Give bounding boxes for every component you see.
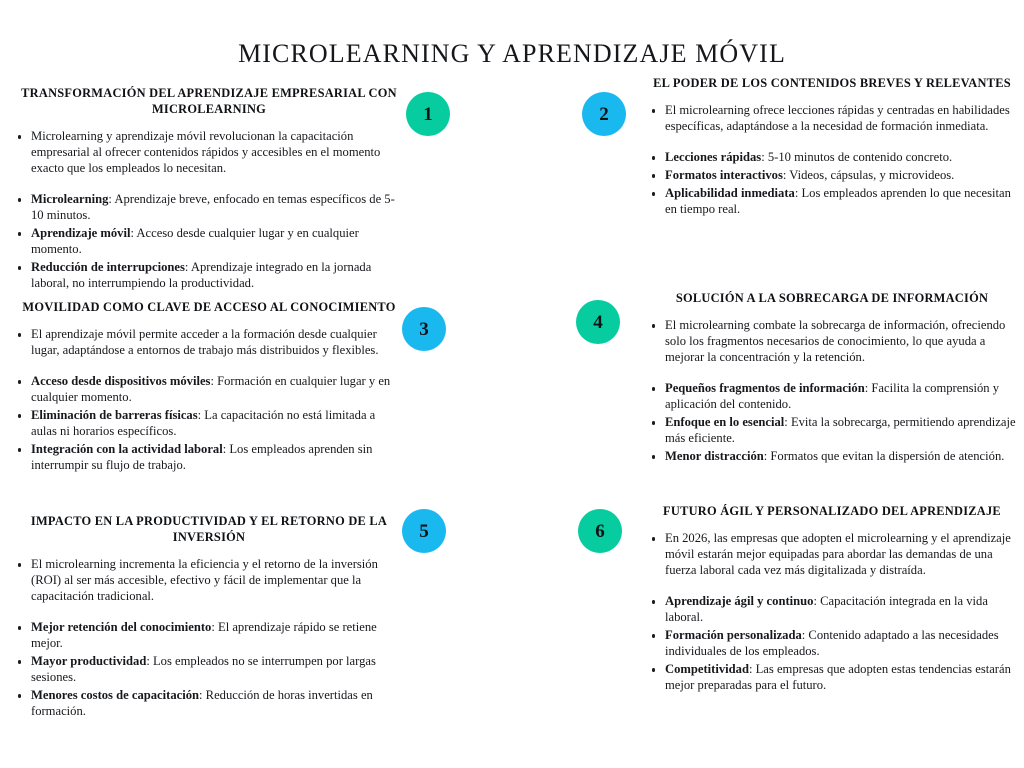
point-label: Enfoque en lo esencial bbox=[665, 414, 785, 429]
point-text: : Reducción de horas invertidas en formación. bbox=[31, 687, 373, 718]
point-text: : Los empleados aprenden lo que necesitan en tiempo real. bbox=[665, 185, 1011, 216]
point-text: : Los empleados no se interrumpen por largas sesiones. bbox=[31, 653, 376, 684]
section-1-points-list bbox=[14, 192, 404, 292]
list-item bbox=[648, 381, 1016, 413]
point-label: Menor distracción bbox=[665, 448, 764, 463]
list-item: El microlearning combate la sobrecarga de información, ofreciendo solo los fragmentos necesarios de conocimiento, lo que ayuda a mejorar la concentración y la retención. bbox=[648, 318, 1016, 366]
point-text: : Contenido adaptado a las necesidades individuales de los empleados. bbox=[665, 627, 999, 658]
section-2 bbox=[648, 76, 1016, 220]
point-text: : Los empleados aprenden sin interrumpir su flujo de trabajo. bbox=[31, 441, 373, 472]
section-4 bbox=[648, 291, 1016, 467]
point-text: : Aprendizaje breve, enfocado en temas específicos de 5-10 minutos. bbox=[31, 191, 395, 222]
section-5-intro-list bbox=[14, 557, 404, 605]
point-text: : Acceso desde cualquier lugar y en cualquier momento. bbox=[31, 225, 359, 256]
point-label: Menores costos de capacitación bbox=[31, 687, 200, 702]
point-label: Mayor productividad bbox=[31, 653, 147, 668]
section-6 bbox=[648, 504, 1016, 696]
list-item: El microlearning incrementa la eficiencia y el retorno de la inversión (ROI) al ser más accesible, efectivo y fácil de implementar que la capacitación tradicional. bbox=[14, 557, 404, 605]
section-4-points-list bbox=[648, 381, 1016, 465]
point-label: Eliminación de barreras físicas bbox=[31, 407, 198, 422]
list-item bbox=[648, 168, 1016, 184]
point-text: : Evita la sobrecarga, permitiendo aprendizaje más eficiente. bbox=[665, 414, 1016, 445]
point-text: : Aprendizaje integrado en la jornada laboral, no interrumpiendo la productividad. bbox=[31, 259, 372, 290]
point-text: : La capacitación no está limitada a aulas ni horarios específicos. bbox=[31, 407, 376, 438]
section-2-heading: EL PODER DE LOS CONTENIDOS BREVES Y RELEVANTES bbox=[653, 76, 1011, 90]
list-item bbox=[14, 226, 404, 258]
point-text: : Facilita la comprensión y aplicación del contenido. bbox=[665, 380, 1000, 411]
step-number-badge-4: 4 bbox=[576, 300, 620, 344]
section-3-heading: MOVILIDAD COMO CLAVE DE ACCESO AL CONOCIMIENTO bbox=[22, 300, 396, 314]
point-text: : 5-10 minutos de contenido concreto. bbox=[761, 149, 953, 164]
list-item bbox=[14, 260, 404, 292]
point-text: : Las empresas que adopten estas tendencias estarán mejor preparadas para el futuro. bbox=[665, 661, 1011, 692]
section-1-heading: TRANSFORMACIÓN DEL APRENDIZAJE EMPRESARIAL CON MICROLEARNING bbox=[21, 86, 397, 116]
list-item bbox=[648, 662, 1016, 694]
section-3-points-list bbox=[14, 374, 404, 474]
section-2-points-list bbox=[648, 150, 1016, 218]
list-item bbox=[648, 594, 1016, 626]
list-item bbox=[648, 150, 1016, 166]
list-item bbox=[648, 628, 1016, 660]
point-text: : Formatos que evitan la dispersión de atención. bbox=[763, 448, 1005, 463]
point-label: Aprendizaje ágil y continuo bbox=[665, 593, 814, 608]
point-label: Integración con la actividad laboral bbox=[31, 441, 223, 456]
section-6-points-list bbox=[648, 594, 1016, 694]
list-item bbox=[14, 688, 404, 720]
point-label: Competitividad bbox=[665, 661, 749, 676]
point-label: Formatos interactivos bbox=[665, 167, 783, 182]
list-item bbox=[648, 186, 1016, 218]
point-label: Formación personalizada bbox=[665, 627, 802, 642]
section-5 bbox=[14, 514, 404, 722]
section-3-intro-list bbox=[14, 327, 404, 359]
page-title: MICROLEARNING Y APRENDIZAJE MÓVIL bbox=[238, 39, 786, 69]
point-label: Lecciones rápidas bbox=[665, 149, 762, 164]
step-number-badge-1: 1 bbox=[406, 92, 450, 136]
point-text: : Videos, cápsulas, y microvideos. bbox=[782, 167, 955, 182]
list-item bbox=[14, 408, 404, 440]
list-item bbox=[14, 654, 404, 686]
list-item bbox=[14, 374, 404, 406]
point-text: : Capacitación integrada en la vida laboral. bbox=[665, 593, 988, 624]
step-number-badge-5: 5 bbox=[402, 509, 446, 553]
point-label: Reducción de interrupciones bbox=[31, 259, 185, 274]
section-4-heading: SOLUCIÓN A LA SOBRECARGA DE INFORMACIÓN bbox=[675, 291, 989, 305]
list-item: El microlearning ofrece lecciones rápidas y centradas en habilidades específicas, adaptándose a la necesidad de formación inmediata. bbox=[648, 103, 1016, 135]
point-label: Aplicabilidad inmediata bbox=[665, 185, 795, 200]
list-item bbox=[648, 449, 1016, 465]
section-4-intro-list bbox=[648, 318, 1016, 366]
list-item: Microlearning y aprendizaje móvil revolucionan la capacitación empresarial al ofrecer contenidos rápidos y accesibles en el momento exacto que los empleados lo necesitan. bbox=[14, 129, 404, 177]
point-label: Mejor retención del conocimiento bbox=[31, 619, 212, 634]
point-label: Acceso desde dispositivos móviles bbox=[31, 373, 211, 388]
list-item bbox=[14, 442, 404, 474]
list-item bbox=[14, 620, 404, 652]
section-3 bbox=[14, 300, 404, 476]
list-item: En 2026, las empresas que adopten el microlearning y el aprendizaje móvil estarán mejor equipadas para abordar las demandas de una fuerza laboral cada vez más digitalizada y distraída. bbox=[648, 531, 1016, 579]
list-item bbox=[648, 415, 1016, 447]
list-item bbox=[14, 192, 404, 224]
section-5-heading: IMPACTO EN LA PRODUCTIVIDAD Y EL RETORNO DE LA INVERSIÓN bbox=[30, 514, 388, 544]
point-text: : El aprendizaje rápido se retiene mejor. bbox=[31, 619, 377, 650]
step-number-badge-3: 3 bbox=[402, 307, 446, 351]
point-label: Microlearning bbox=[31, 191, 109, 206]
list-item: El aprendizaje móvil permite acceder a la formación desde cualquier lugar, adaptándose a entornos de trabajo más distribuidos y flexibles. bbox=[14, 327, 404, 359]
point-label: Pequeños fragmentos de información bbox=[665, 380, 865, 395]
point-label: Aprendizaje móvil bbox=[31, 225, 131, 240]
section-5-points-list bbox=[14, 620, 404, 720]
section-6-intro-list bbox=[648, 531, 1016, 579]
point-text: : Formación en cualquier lugar y en cualquier momento. bbox=[31, 373, 391, 404]
section-1-intro-list bbox=[14, 129, 404, 177]
step-number-badge-6: 6 bbox=[578, 509, 622, 553]
section-1 bbox=[14, 86, 404, 294]
section-2-intro-list bbox=[648, 103, 1016, 135]
section-6-heading: FUTURO ÁGIL Y PERSONALIZADO DEL APRENDIZAJE bbox=[663, 504, 1001, 518]
step-number-badge-2: 2 bbox=[582, 92, 626, 136]
